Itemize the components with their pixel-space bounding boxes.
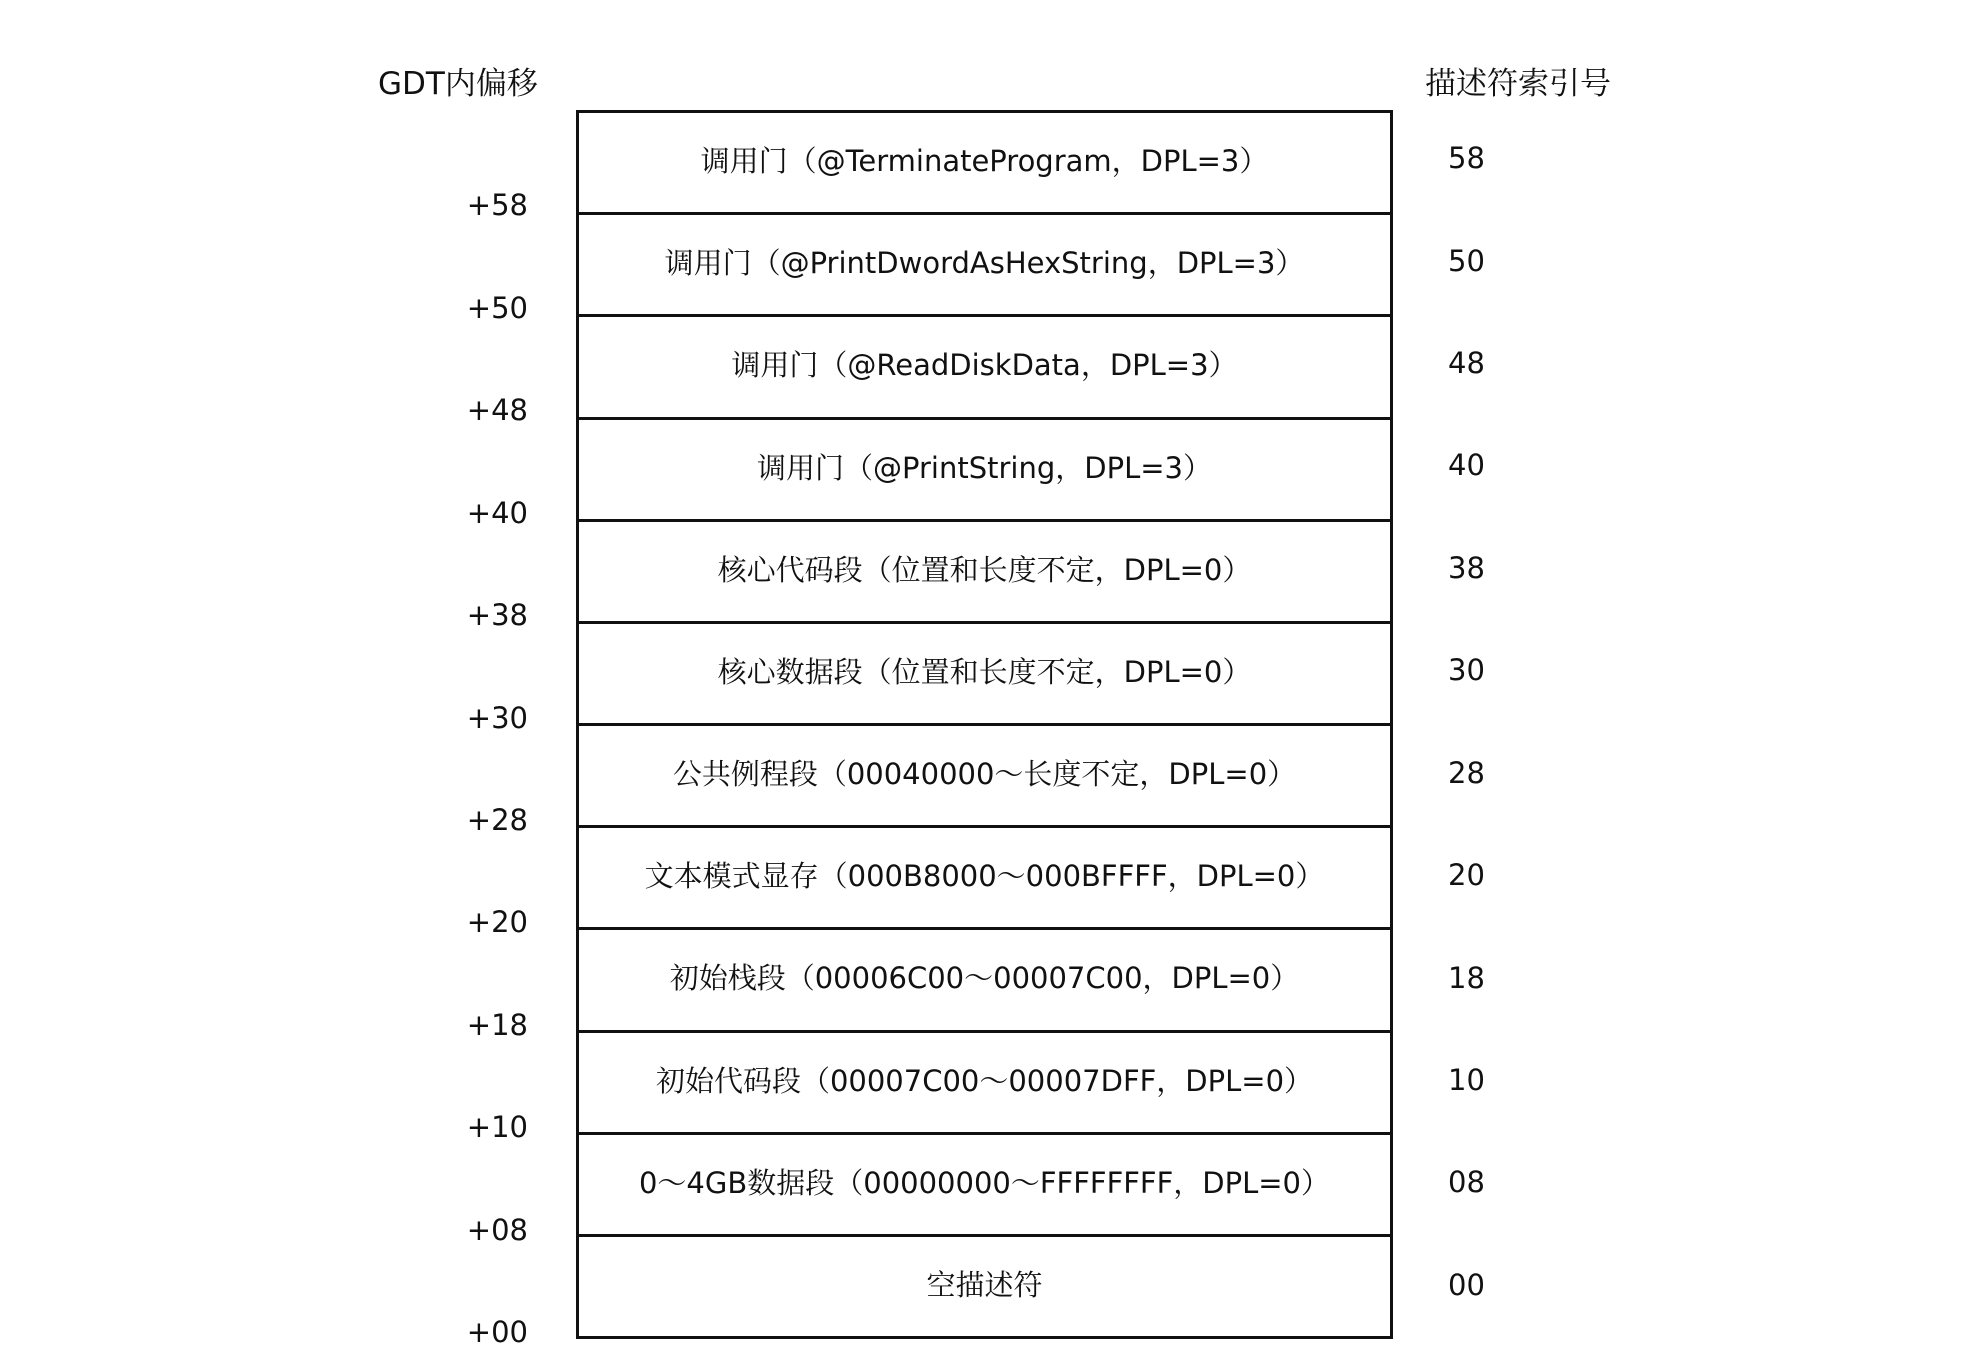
offset-label	[440, 520, 528, 633]
descriptor-row: 核心数据段（位置和长度不定，DPL=0）	[579, 624, 1390, 726]
descriptor-index: 30	[1448, 653, 1485, 688]
descriptor-row: 调用门（@TerminateProgram，DPL=3）	[579, 113, 1390, 215]
offset-column	[440, 110, 528, 1350]
index-column	[1448, 110, 1568, 1339]
offset-label	[440, 929, 528, 1042]
offset-label	[440, 212, 528, 325]
descriptor-index: 38	[1448, 550, 1485, 585]
offset-value: +10	[466, 1110, 528, 1145]
descriptor-row: 调用门（@PrintString，DPL=3）	[579, 420, 1390, 522]
offset-label	[440, 1237, 528, 1350]
descriptor-row: 初始代码段（00007C00～00007DFF，DPL=0）	[579, 1033, 1390, 1135]
descriptor-index: 18	[1448, 960, 1485, 995]
index-column-header: 描述符索引号	[1425, 66, 1611, 102]
descriptor-index: 08	[1448, 1165, 1485, 1200]
descriptor-index: 58	[1448, 141, 1485, 176]
descriptor-row: 文本模式显存（000B8000～000BFFFF，DPL=0）	[579, 828, 1390, 930]
descriptor-index: 50	[1448, 243, 1485, 278]
offset-label	[440, 315, 528, 428]
offset-value: +58	[466, 188, 528, 223]
offset-value: +30	[466, 700, 528, 735]
descriptor-row: 0～4GB数据段（00000000～FFFFFFFF，DPL=0）	[579, 1135, 1390, 1237]
offset-value: +48	[466, 393, 528, 428]
descriptor-index: 28	[1448, 755, 1485, 790]
descriptor-row: 调用门（@ReadDiskData，DPL=3）	[579, 317, 1390, 419]
offset-value: +08	[466, 1212, 528, 1247]
descriptor-index: 40	[1448, 448, 1485, 483]
offset-value: +28	[466, 802, 528, 837]
offset-label	[440, 417, 528, 530]
offset-value: +00	[466, 1315, 528, 1350]
offset-label	[440, 110, 528, 223]
offset-label	[440, 1134, 528, 1247]
offset-value: +40	[466, 495, 528, 530]
offset-value: +20	[466, 905, 528, 940]
offset-value: +50	[466, 290, 528, 325]
offset-label	[440, 827, 528, 940]
offset-value: +18	[466, 1007, 528, 1042]
descriptor-index: 48	[1448, 346, 1485, 381]
offset-label	[440, 1032, 528, 1145]
offset-value: +38	[466, 598, 528, 633]
descriptor-index: 00	[1448, 1267, 1485, 1302]
descriptor-row: 初始栈段（00006C00～00007C00，DPL=0）	[579, 930, 1390, 1032]
offset-column-header: GDT内偏移	[378, 66, 538, 102]
descriptor-index: 20	[1448, 858, 1485, 893]
descriptor-row-null: 空描述符	[926, 1267, 1043, 1302]
gdt-descriptor-table	[576, 110, 1393, 1339]
descriptor-row: 核心代码段（位置和长度不定，DPL=0）	[579, 522, 1390, 624]
offset-label	[440, 725, 528, 837]
descriptor-index: 10	[1448, 1063, 1485, 1097]
descriptor-row: 调用门（@PrintDwordAsHexString，DPL=3）	[579, 215, 1390, 317]
offset-label	[440, 622, 528, 735]
descriptor-row: 公共例程段（00040000～长度不定，DPL=0）	[579, 726, 1390, 828]
